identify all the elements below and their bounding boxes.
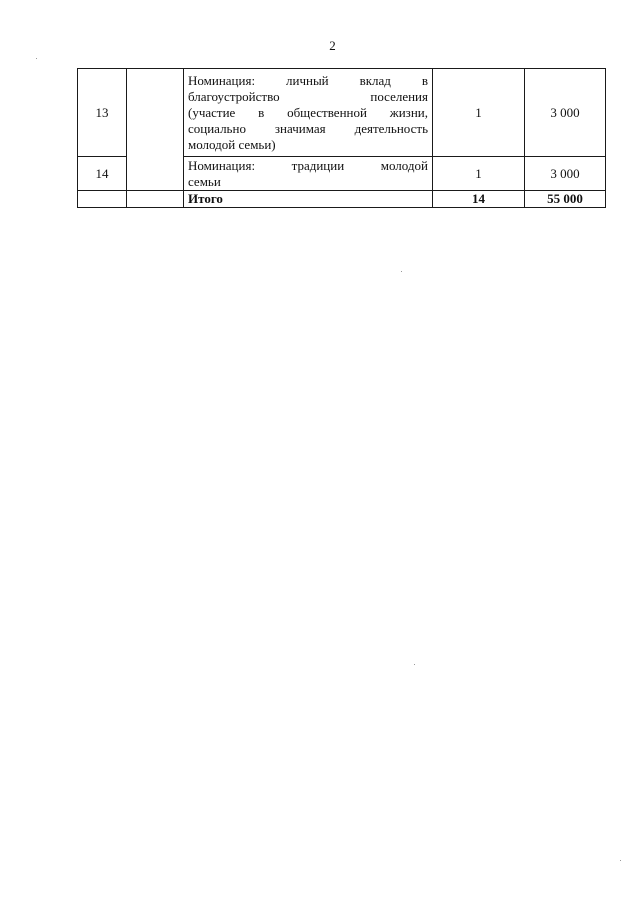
total-empty-cell (127, 191, 184, 208)
amount-cell: 3 000 (525, 157, 606, 191)
empty-cell (127, 69, 184, 191)
nomination-text-line: семьи (188, 173, 221, 189)
total-row (78, 191, 606, 208)
nomination-cell (184, 157, 433, 191)
total-amount: 55 000 (525, 191, 606, 208)
scan-speck (401, 271, 402, 272)
row-number: 13 (78, 69, 127, 157)
nomination-text-line: социально значимая деятельность (188, 120, 428, 136)
nomination-cell (184, 69, 433, 157)
scan-speck (414, 664, 415, 665)
page-number: 2 (329, 38, 336, 53)
total-count: 14 (433, 191, 525, 208)
count-cell: 1 (433, 69, 525, 157)
table-row (78, 69, 606, 157)
nomination-text-line: Номинация: традиции молодой (188, 157, 428, 173)
total-label: Итого (184, 191, 433, 208)
row-number: 14 (78, 157, 127, 191)
scan-speck (36, 58, 37, 59)
count-cell: 1 (433, 157, 525, 191)
nomination-text-line: (участие в общественной жизни, (188, 104, 428, 120)
nomination-text-line: молодой семьи) (188, 136, 276, 152)
total-empty-cell (78, 191, 127, 208)
nomination-text-line: благоустройство поселения (188, 88, 428, 104)
awards-table (77, 68, 606, 208)
nomination-text-line: Номинация: личный вклад в (188, 72, 428, 88)
scan-speck (620, 860, 621, 861)
amount-cell: 3 000 (525, 69, 606, 157)
